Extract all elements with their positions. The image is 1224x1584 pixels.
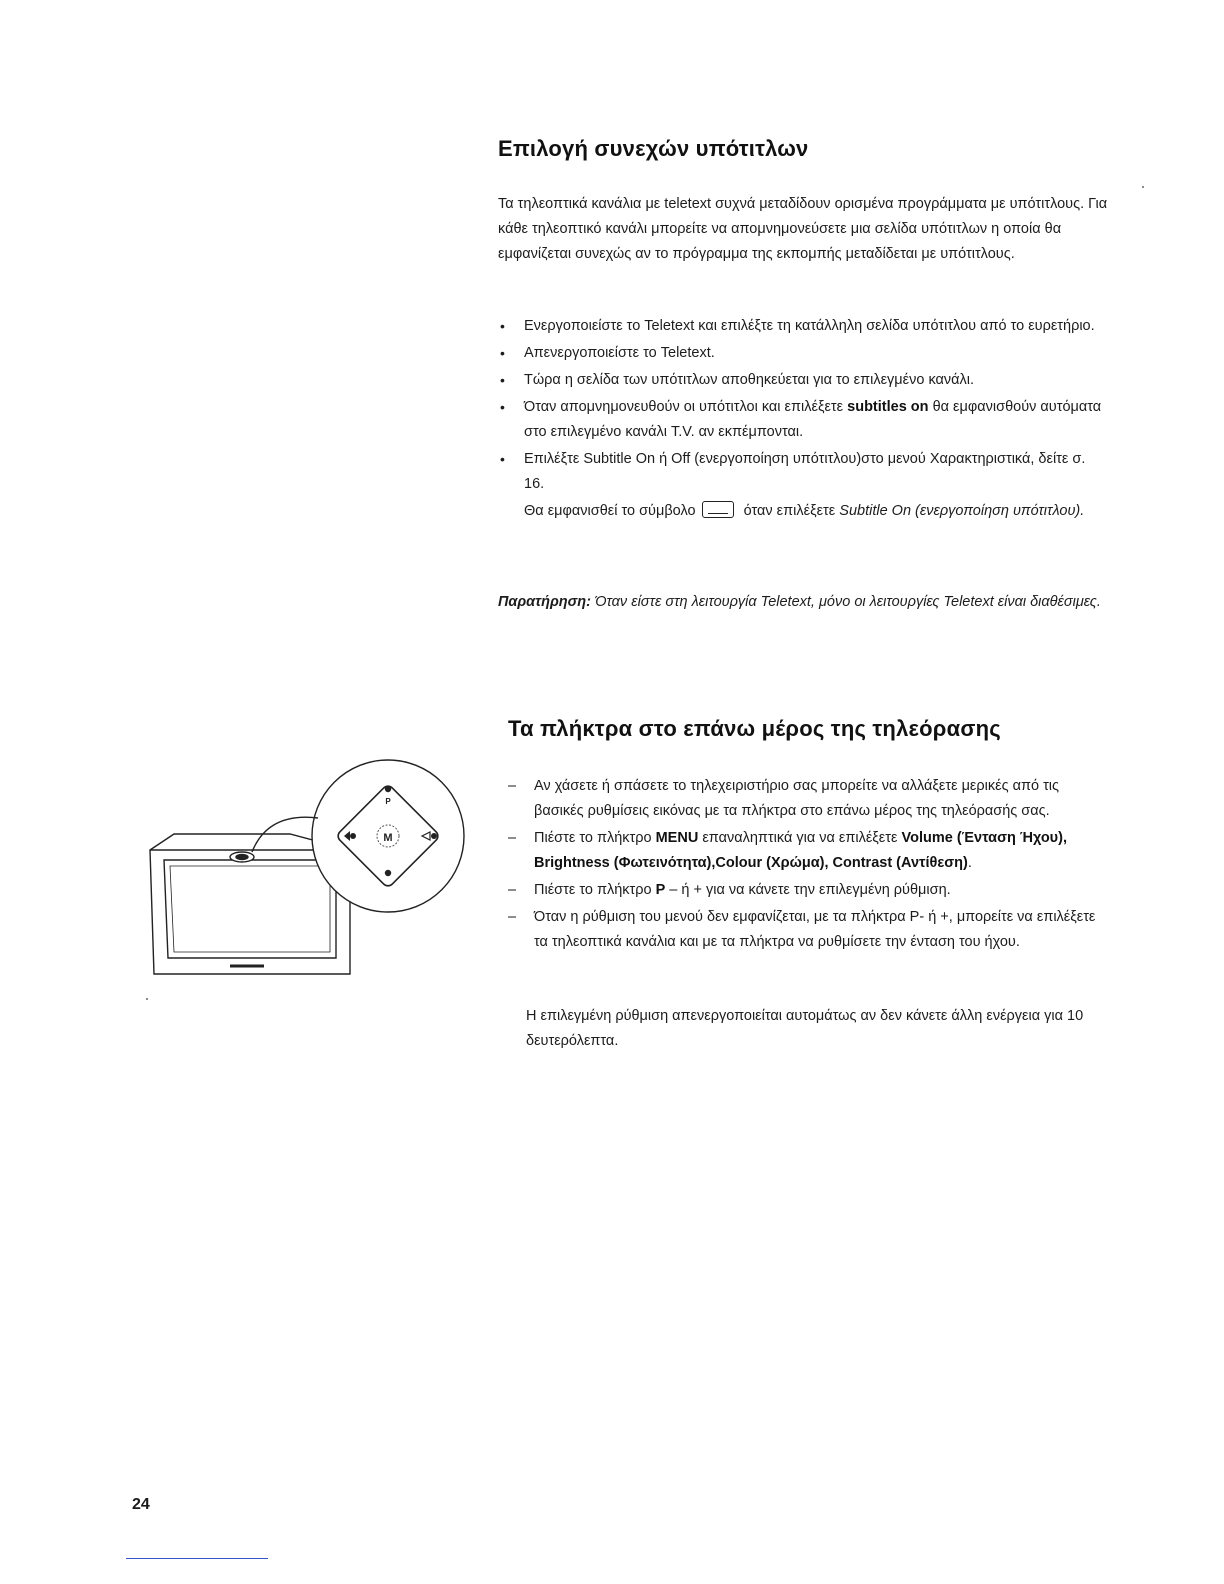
note-label: Παρατήρηση: <box>498 594 591 610</box>
menu-key-label: MENU <box>655 830 699 846</box>
item-text: Πιέστε το πλήκτρο <box>534 830 652 846</box>
subtitles-intro: Τα τηλεοπτικά κανάλια με teletext συχνά μεταδίδουν ορισμένα προγράμματα με υπότιτλους. Για κάθε τηλεοπτικό κανάλι μπορείτε να απομνημονεύσετε μια σελίδα υπότιτλων η οποία θα εμφανίζεται συνεχώς αν το πρόγραμμα της εκπομπής μεταδίδεται με υπότιτλους. <box>498 196 1108 262</box>
bullet-text: θα εμφανισθούν αυτόματα στο επιλεγμένο κανάλι T.V. αν εκπέμπονται. <box>524 399 1102 440</box>
scan-speck <box>1142 186 1144 188</box>
bullet-marker: • <box>500 345 505 361</box>
item-text: Αν χάσετε ή σπάσετε το τηλεχειριστήριο σας μπορείτε να αλλάξετε μερικές από τις βασικές ρυθμίσεις εικόνας με τα πλήκτρα στο επάνω μέρος της τηλεόρασής σας. <box>534 778 1060 819</box>
settings-list: Volume (Ένταση Ήχου), Brightness (Φωτεινότητα),Colour (Χρώμα), Contrast (Αντίθεση) <box>534 830 1067 871</box>
bullet-text: Απενεργοποιείστε το Teletext. <box>524 345 715 361</box>
top-controls-steps <box>508 774 1108 957</box>
bullet-text: Επιλέξτε Subtitle On ή Off (ενεργοποίηση υπότιτλου)στο μενού Χαρακτηριστικά, δείτε σ. 16. <box>524 451 1086 492</box>
item-text: – ή + για να κάνετε την επιλεγμένη ρύθμιση. <box>669 882 951 898</box>
bullet-marker: • <box>500 318 505 334</box>
list-item <box>498 314 1108 339</box>
symbol-note <box>498 499 1108 524</box>
bullet-text: Ενεργοποιείστε το Teletext και επιλέξτε τη κατάλληλη σελίδα υπότιτλου από το ευρετήριο. <box>524 318 1095 334</box>
page-number: 24 <box>132 1496 150 1513</box>
list-item <box>508 905 1108 955</box>
section-title-subtitles: Επιλογή συνεχών υπότιτλων <box>498 136 809 161</box>
list-item <box>508 878 1108 903</box>
list-item <box>498 395 1108 445</box>
section-title-top-controls: Τα πλήκτρα στο επάνω μέρος της τηλεόρασης <box>508 716 1001 741</box>
tv-top-controls-illustration <box>140 752 470 992</box>
bullet-marker: • <box>500 451 505 467</box>
item-text: . <box>967 855 972 871</box>
p-key-label: P <box>655 882 666 898</box>
subtitle-symbol-icon <box>702 501 734 518</box>
list-item <box>498 447 1108 497</box>
note <box>498 590 1108 615</box>
note-text: Όταν είστε στη λειτουργία Teletext, μόνο οι λειτουργίες Teletext είναι διαθέσιμες. <box>594 594 1101 610</box>
bullet-marker: • <box>500 399 505 415</box>
list-item <box>508 826 1108 876</box>
list-item <box>498 368 1108 393</box>
scan-speck <box>146 998 148 1000</box>
symbol-text: Θα εμφανισθεί το σύμβολο <box>524 503 696 519</box>
item-text: επαναληπτικά για να επιλέξετε <box>702 830 898 846</box>
menu-key-glyph: M <box>383 832 393 844</box>
bullet-text: Όταν απομνημονευθούν οι υπότιτλοι και επιλέξετε <box>524 399 844 415</box>
dash-marker: – <box>508 778 517 794</box>
list-item <box>508 774 1108 824</box>
subtitles-steps <box>498 314 1108 526</box>
footer-rule <box>126 1558 268 1559</box>
dash-marker: – <box>508 909 517 925</box>
symbol-italic-text: Subtitle On (ενεργοποίηση υπότιτλου). <box>839 503 1085 519</box>
item-text: Όταν η ρύθμιση του μενού δεν εμφανίζεται, με τα πλήκτρα P- ή +, μπορείτε να επιλέξετε τα τηλεοπτικά κανάλια και με τα πλήκτρα να ρυθμίσετε την ένταση του ήχου. <box>534 909 1096 950</box>
auto-off-note: Η επιλεγμένη ρύθμιση απενεργοποιείται αυτομάτως αν δεν κάνετε άλλη ενέργεια για 10 δευτερόλεπτα. <box>526 1008 1084 1049</box>
dash-marker: – <box>508 830 517 846</box>
bullet-text: Τώρα η σελίδα των υπότιτλων αποθηκεύεται για το επιλεγμένο κανάλι. <box>524 372 975 388</box>
subtitles-on-term: subtitles on <box>847 399 929 415</box>
list-item <box>498 341 1108 366</box>
symbol-text: όταν επιλέξετε <box>743 503 836 519</box>
bullet-marker: • <box>500 372 505 388</box>
item-text: Πιέστε το πλήκτρο <box>534 882 652 898</box>
dash-marker: – <box>508 882 517 898</box>
p-key-glyph: P <box>385 797 391 806</box>
